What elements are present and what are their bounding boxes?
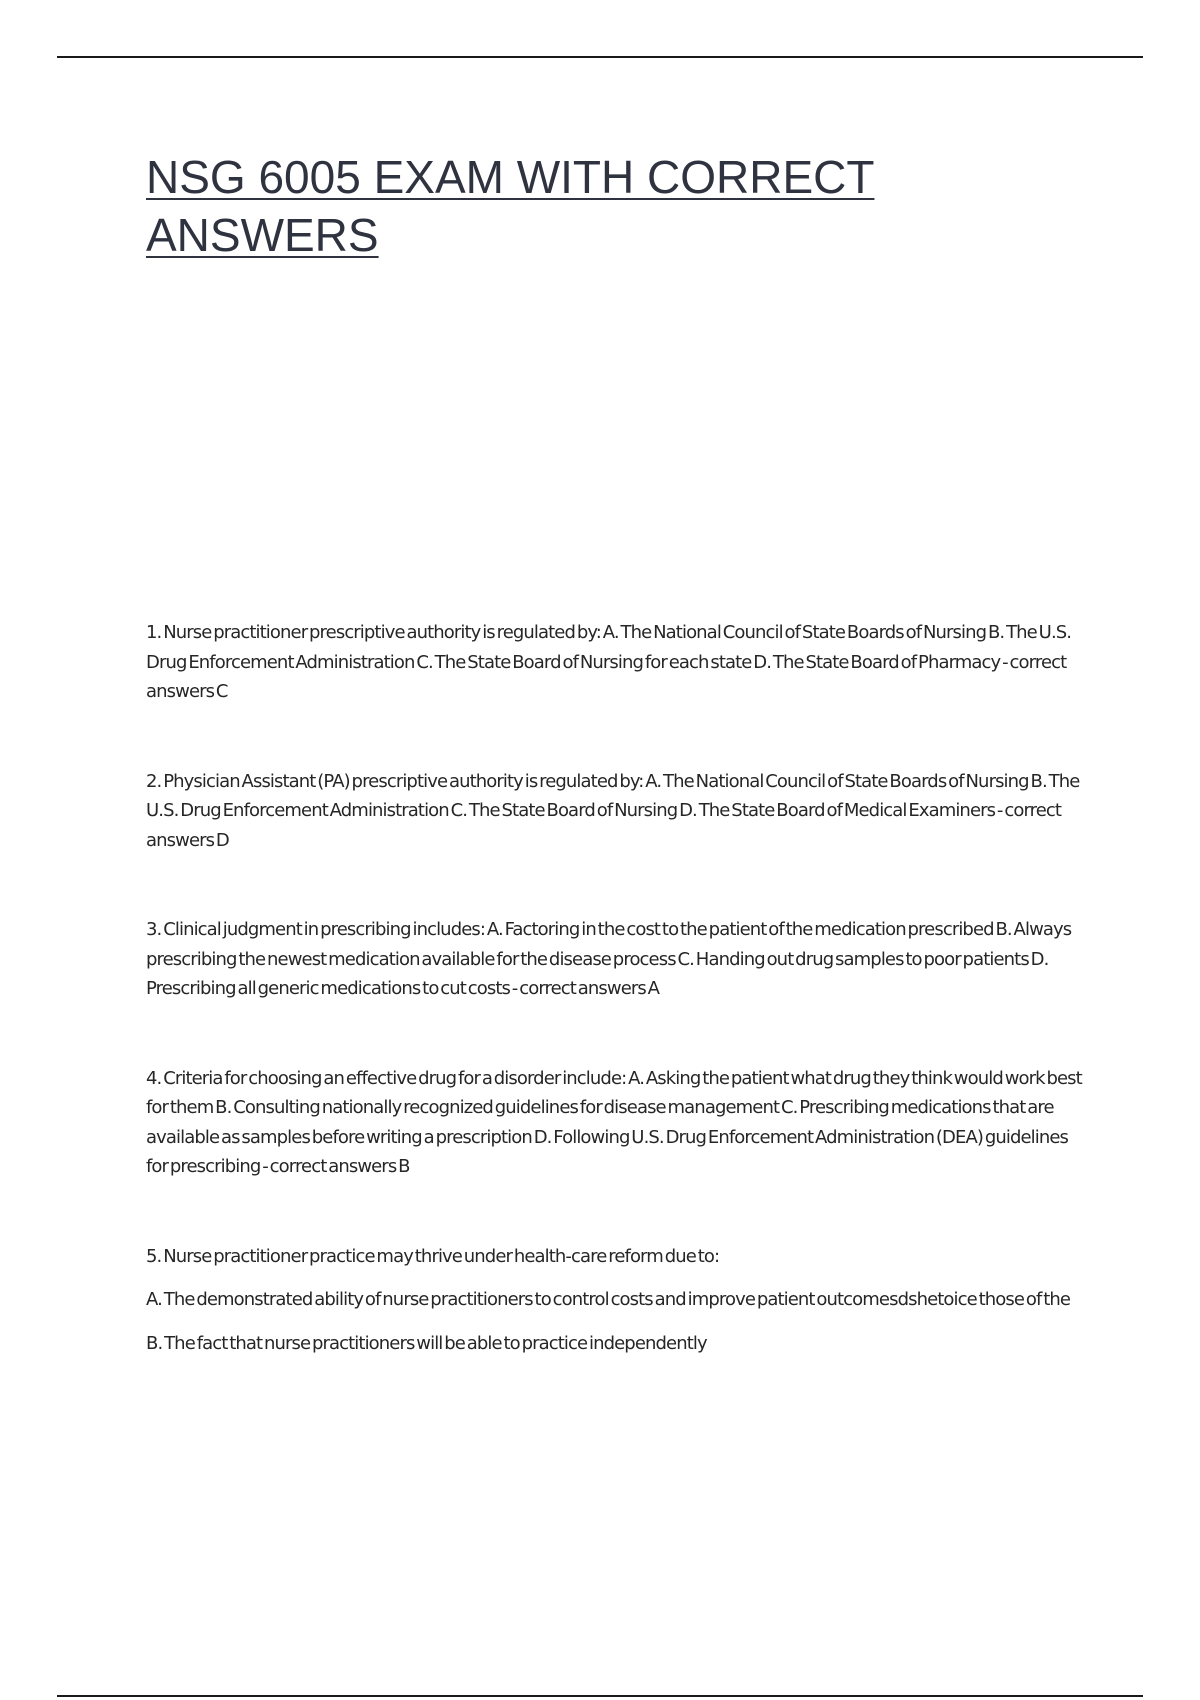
question-4: 4. Criteria for choosing an effective drug for a disorder include: A. Asking the patient what drug they think would work best for them B. Consulting nationally recognized guidelines for disease management C. Prescribing medications that are available as samples before writing a prescription D. Following U.S. Drug Enforcement Administration (DEA) guidelines for prescribing - correct answers B [146,1067,1082,1177]
question-3: 3. Clinical judgment in prescribing includes: A. Factoring in the cost to the patient of the medication prescribed B. Always prescribing the newest medication available for the disease process C. Handing out drug samples to poor patients D. Prescribing all generic medications to cut costs - correct answers A [146,919,1072,999]
document-title: NSG 6005 EXAM WITH CORRECT ANSWERS [146,151,875,261]
spacer [146,1004,1086,1064]
question-5-stem: 5. Nurse practitioner practice may thrive under health-care reform due to: [146,1245,720,1267]
question-2: 2. Physician Assistant (PA) prescriptive authority is regulated by: A. The National Council of State Boards of Nursing B. The U.S. Drug Enforcement Administration C. The State Board of Nursing D. The State Board of Medical Examiners - correct answers D [146,770,1080,851]
top-rule [57,56,1143,58]
question-1: 1. Nurse practitioner prescriptive authority is regulated by: A. The National Council of State Boards of Nursing B. The U.S. Drug Enforcement Administration C. The State Board of Nursing for each state D. The State Board of Pharmacy - correct answers C [146,622,1072,702]
spacer [146,707,1086,767]
spacer [146,1182,1086,1242]
spacer [146,855,1086,915]
question-5-option-a: A. The demonstrated ability of nurse practitioners to control costs and improve patient outcomesdshetoice those of the [146,1289,1071,1310]
question-5-option-b: B. The fact that nurse practitioners will be able to practice independently [146,1332,707,1354]
bottom-rule [57,1695,1143,1697]
document-body [146,618,1086,1358]
